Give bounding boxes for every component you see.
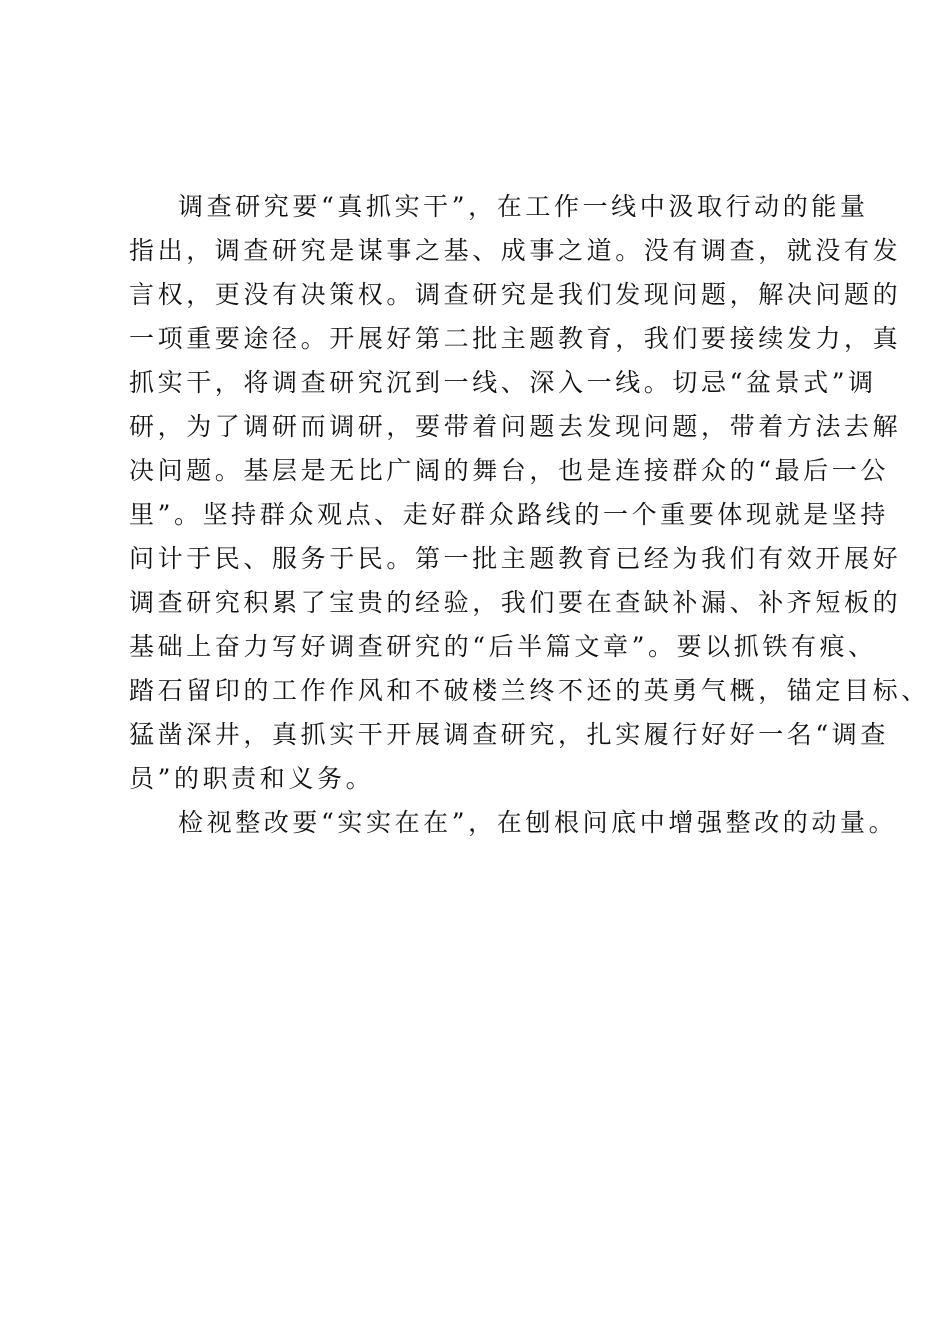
paragraph-1-line-12: 踏石留印的工作作风和不破楼兰终不还的英勇气概，锚定目标、	[129, 676, 930, 705]
paragraph-1-line-13: 猛凿深井，真抓实干开展调查研究，扎实履行好好一名“调查	[129, 720, 889, 749]
paragraph-1-line-3: 言权，更没有决策权。调查研究是我们发现问题，解决问题的	[129, 280, 902, 309]
paragraph-1-line-5: 抓实干，将调查研究沉到一线、深入一线。切忌“盆景式”调	[129, 368, 877, 397]
paragraph-1-line-10: 调查研究积累了宝贵的经验，我们要在查缺补漏、补齐短板的	[129, 588, 902, 617]
paragraph-1-line-11: 基础上奋力写好调查研究的“后半篇文章”。要以抓铁有痕、	[129, 632, 877, 661]
paragraph-1-line-7: 决问题。基层是无比广阔的舞台，也是连接群众的“最后一公	[129, 456, 889, 485]
paragraph-2-line-1: 检视整改要“实实在在”，在刨根问底中增强整改的动量。	[178, 808, 898, 837]
paragraph-1-line-1: 调查研究要“真抓实干”，在工作一线中汲取行动的能量	[178, 192, 869, 221]
paragraph-1-line-2: 指出，调查研究是谋事之基、成事之道。没有调查，就没有发	[129, 236, 902, 265]
paragraph-1-line-8: 里”。坚持群众观点、走好群众路线的一个重要体现就是坚持	[129, 500, 889, 529]
paragraph-1-line-14: 员”的职责和义务。	[129, 764, 375, 793]
paragraph-1-line-9: 问计于民、服务于民。第一批主题教育已经为我们有效开展好	[129, 544, 902, 573]
paragraph-1-line-4: 一项重要途径。开展好第二批主题教育，我们要接续发力，真	[129, 324, 902, 353]
paragraph-1-line-6: 研，为了调研而调研，要带着问题去发现问题，带着方法去解	[129, 412, 902, 441]
